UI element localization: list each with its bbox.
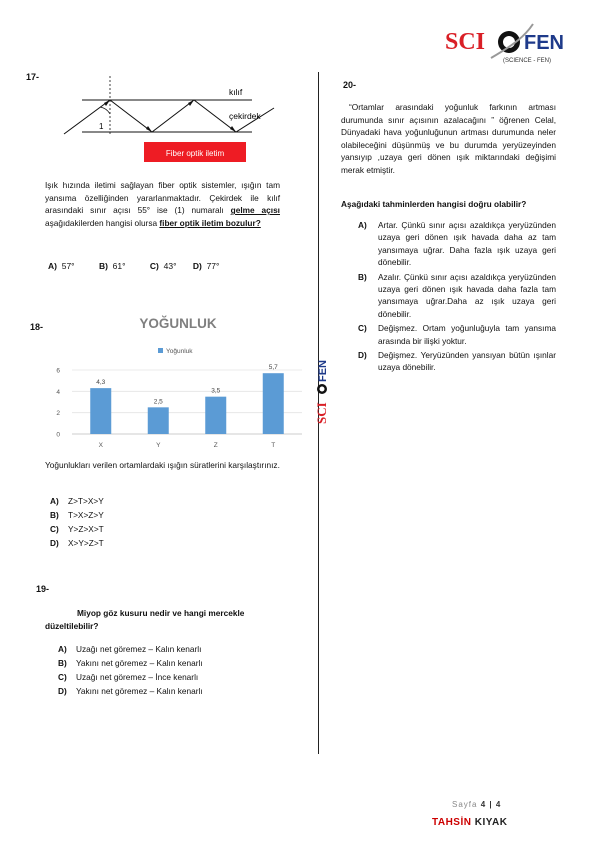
chart-bar-z bbox=[205, 397, 226, 434]
q19-option-c[interactable]: C) Uzağı net göremez – İnce kenarlı bbox=[58, 672, 199, 682]
chart-ytick-label: 4 bbox=[56, 388, 60, 396]
sci-fen-logo bbox=[445, 22, 573, 68]
q20-question: Aşağıdaki tahminlerden hangisi doğru olabilir? bbox=[341, 199, 527, 209]
q18-option-b[interactable]: B) T>X>Z>Y bbox=[50, 510, 104, 520]
q18-option-d[interactable]: D) X>Y>Z>T bbox=[50, 538, 104, 548]
logo-fen: FEN bbox=[524, 32, 564, 54]
chart-category-label: X bbox=[98, 442, 103, 449]
q20-option-a[interactable]: A) Artar. Çünkü sınır açısı azaldıkça yeryüzünden uzaya geri dönen ışık havada daha az tam yansımaya uğrar. Daha fazla ışık uzaya geri dönebilir. bbox=[358, 220, 556, 268]
q17-option-a[interactable]: A) 57° bbox=[48, 261, 75, 271]
chart-ytick-label: 6 bbox=[56, 367, 60, 375]
chart-bar-x bbox=[90, 388, 111, 434]
chart-category-label: T bbox=[271, 442, 276, 449]
q17-option-d[interactable]: D) 77° bbox=[192, 261, 220, 271]
chart-value-label: 3,5 bbox=[211, 387, 221, 395]
q17-cekirdek-label: çekirdek bbox=[229, 111, 261, 121]
chart-bar-y bbox=[148, 407, 169, 434]
q19-option-b[interactable]: B) Yakını net göremez – Kalın kenarlı bbox=[58, 658, 203, 668]
q17-underlined: gelme açısı bbox=[230, 205, 280, 216]
chart-bar-t bbox=[263, 373, 284, 434]
q19-options bbox=[58, 642, 203, 698]
chart-legend-swatch bbox=[158, 348, 163, 353]
q19-option-d[interactable]: D) Yakını net göremez – Kalın kenarlı bbox=[58, 686, 203, 696]
chart-value-label: 4,3 bbox=[96, 379, 106, 387]
q17-number: 17- bbox=[26, 72, 40, 82]
q17-kilif-label: kılıf bbox=[229, 87, 243, 97]
chart-ytick-label: 0 bbox=[56, 431, 60, 439]
q18-text: Yoğunlukları verilen ortamlardaki ışığın süratlerini karşılaştırınız. bbox=[45, 460, 280, 470]
q18-option-a[interactable]: A) Z>T>X>Y bbox=[50, 496, 104, 506]
q17-figure bbox=[58, 76, 298, 166]
footer-page: Sayfa 4 | 4 bbox=[452, 800, 502, 809]
q20-options bbox=[358, 219, 556, 376]
q20-text: “Ortamlar arasındaki yoğunluk farkının artması durumunda sınır açısının azalacağını ” öğrenen Celal, Dünyadaki hava yoğunluğunun artması durumunda neler olabileceğini düşünmüş ve bu durumda yeryüzeyinden yansıyıp ,uzaya geri dönen ışık miktarındaki değişimi merak etmiştir. bbox=[341, 102, 556, 175]
q20-option-c[interactable]: C) Değişmez. Ortam yoğunluğuyla tam yansıma arasında bir ilişki yoktur. bbox=[358, 323, 556, 346]
q17-options bbox=[48, 261, 298, 271]
chart-category-label: Z bbox=[213, 442, 218, 449]
q20-option-d[interactable]: D) Değişmez. Yeryüzünden yansıyan bütün ışınlar uzaya dönebilir. bbox=[358, 350, 556, 373]
chart-legend-label: Yoğunluk bbox=[166, 348, 193, 355]
chart-category-label: Y bbox=[156, 442, 161, 449]
q20-option-b[interactable]: B) Azalır. Çünkü sınır açısı azaldıkça yeryüzünden uzaya geri dönen ışık havada daha fazla tam yansımaya uğrar.Daha az ışık uzaya geri dönebilir. bbox=[358, 271, 556, 319]
chart-value-label: 5,7 bbox=[268, 364, 278, 372]
logo-sci: SCI bbox=[445, 29, 486, 55]
q19-number: 19- bbox=[36, 584, 50, 594]
q18-option-c[interactable]: C) Y>Z>X>T bbox=[50, 524, 104, 534]
chart-value-label: 2,5 bbox=[153, 398, 163, 406]
q18-chart bbox=[50, 312, 310, 462]
logo-sub: (SCIENCE - FEN) bbox=[503, 58, 551, 64]
q19-question: Miyop göz kusuru nedir ve hangi mercekle düzeltilebilir? bbox=[45, 608, 245, 631]
footer-author: TAHSİN KIYAK bbox=[432, 817, 508, 828]
sci-fen-vertical-logo bbox=[305, 345, 331, 425]
q19-option-a[interactable]: A) Uzağı net göremez – Kalın kenarlı bbox=[58, 644, 202, 654]
chart-ytick-label: 2 bbox=[56, 410, 60, 418]
svg-text:SCI: SCI bbox=[314, 402, 329, 424]
svg-text:FEN: FEN bbox=[317, 360, 329, 382]
q17-angle-label: 1 bbox=[99, 122, 104, 131]
q17-option-c[interactable]: C) 43° bbox=[149, 261, 177, 271]
q17-red-box-label: Fiber optik iletim bbox=[165, 149, 225, 158]
q17-option-b[interactable]: B) 61° bbox=[98, 261, 126, 271]
q18-number: 18- bbox=[30, 322, 44, 332]
q18-options bbox=[50, 494, 104, 550]
q17-text: Işık hızında iletimi sağlayan fiber optik sistemler, ışığın tam yansıma özelliğinden yararlanmaktadır. Çekirdek ile kılıf arasındaki sınır açısı 55° ise (1) numaralı gelme açısı aşağıdakilerden hangisi olursa fiber optik iletim bozulur? bbox=[45, 180, 280, 228]
q17-bold-question: fiber optik iletim bozulur? bbox=[159, 217, 261, 228]
q20-number: 20- bbox=[343, 80, 357, 90]
chart-title: YOĞUNLUK bbox=[139, 316, 217, 331]
